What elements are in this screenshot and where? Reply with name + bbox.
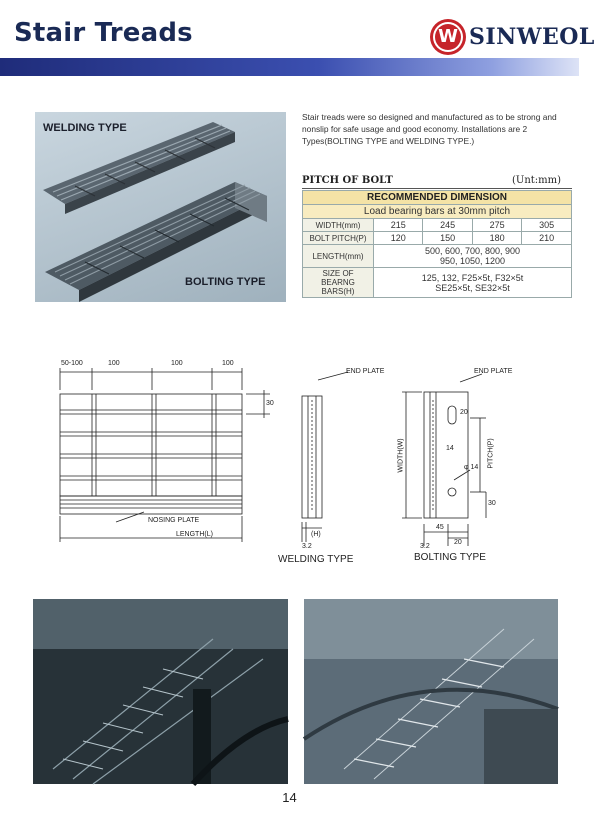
nosing-plate-label: NOSING PLATE xyxy=(148,517,200,524)
bolting-type-label: BOLTING TYPE xyxy=(185,276,266,288)
bars-line-1: 125, 132, F25×5t, F32×5t xyxy=(421,272,524,283)
installation-photo-2 xyxy=(304,599,558,784)
length-line-2: 950, 1050, 1200 xyxy=(439,256,506,266)
table-cell: 210 xyxy=(522,232,572,245)
divider xyxy=(302,188,572,189)
pitch-title: PITCH OF BOLT xyxy=(302,175,393,186)
table-cell xyxy=(374,245,572,268)
welding-type-label: WELDING TYPE xyxy=(43,122,127,134)
bars-label-1: SIZE OF BEARNG xyxy=(321,269,355,287)
page-title: Stair Treads xyxy=(14,18,193,48)
bolting-type-caption: BOLTING TYPE xyxy=(414,552,486,563)
dim-20: 20 xyxy=(460,409,468,416)
technical-drawing xyxy=(56,360,526,570)
dim-14: 14 xyxy=(446,445,454,452)
intro-text: Stair treads were so designed and manufactured as to be strong and nonslip for safe usage and good economy. Installations are 2 Types(BOLTING TYPE and WELDING TYPE.) xyxy=(302,112,557,146)
length-label: LENGTH(L) xyxy=(176,531,213,538)
hole-diameter-label: φ 14 xyxy=(464,464,479,471)
page-number: 14 xyxy=(282,790,297,805)
table-cell: 120 xyxy=(374,232,423,245)
table-row xyxy=(303,232,572,245)
end-plate-label: END PLATE xyxy=(474,368,513,375)
width-label: WIDTH(W) xyxy=(397,438,405,473)
row-label: LENGTH(mm) xyxy=(303,245,374,268)
stair-installation-photo xyxy=(33,599,288,784)
row-label: WIDTH(mm) xyxy=(303,219,374,232)
page-header xyxy=(0,0,595,58)
table-subheader: Load bearing bars at 30mm pitch xyxy=(303,205,572,219)
dim-100: 100 xyxy=(171,360,183,367)
row-label: BOLT PITCH(P) xyxy=(303,232,374,245)
dim-30: 30 xyxy=(266,400,274,407)
thickness-label: 3.2 xyxy=(302,543,312,550)
installation-photo-1 xyxy=(33,599,288,784)
dim-45: 45 xyxy=(436,524,444,531)
welding-type-caption: WELDING TYPE xyxy=(278,554,354,565)
stair-treads-illustration xyxy=(35,112,286,302)
table-row xyxy=(303,268,572,298)
row-label xyxy=(303,268,374,298)
pitch-unit: (Unt:mm) xyxy=(512,175,562,186)
dim-100: 100 xyxy=(108,360,120,367)
header-band xyxy=(0,58,579,76)
table-cell: 305 xyxy=(522,219,572,232)
table-cell: 245 xyxy=(423,219,472,232)
table-header: RECOMMENDED DIMENSION xyxy=(303,191,572,205)
thickness-label: 3.2 xyxy=(420,543,430,550)
pitch-table xyxy=(302,190,572,298)
product-photo xyxy=(35,112,286,302)
pitch-label: PITCH(P) xyxy=(487,438,495,469)
bars-label-2: BARS(H) xyxy=(321,287,355,296)
end-plate-label: END PLATE xyxy=(346,368,385,375)
length-line-1: 500, 600, 700, 800, 900 xyxy=(424,246,521,256)
height-label: (H) xyxy=(311,531,321,538)
table-cell: 150 xyxy=(423,232,472,245)
dim-100: 100 xyxy=(222,360,234,367)
logo-mark-icon: W xyxy=(433,22,463,52)
bars-line-2: SE25×5t, SE32×5t xyxy=(435,282,510,293)
brand-name: SINWEOL xyxy=(469,24,595,50)
table-row xyxy=(303,219,572,232)
table-cell xyxy=(374,268,572,298)
table-cell: 215 xyxy=(374,219,423,232)
dim-20: 20 xyxy=(454,539,462,546)
dim-50-100: 50-100 xyxy=(61,360,83,367)
stair-installation-photo xyxy=(304,599,558,784)
table-cell: 275 xyxy=(472,219,521,232)
dim-30: 30 xyxy=(488,500,496,507)
table-cell: 180 xyxy=(472,232,521,245)
brand-logo xyxy=(433,20,595,54)
table-row xyxy=(303,245,572,268)
